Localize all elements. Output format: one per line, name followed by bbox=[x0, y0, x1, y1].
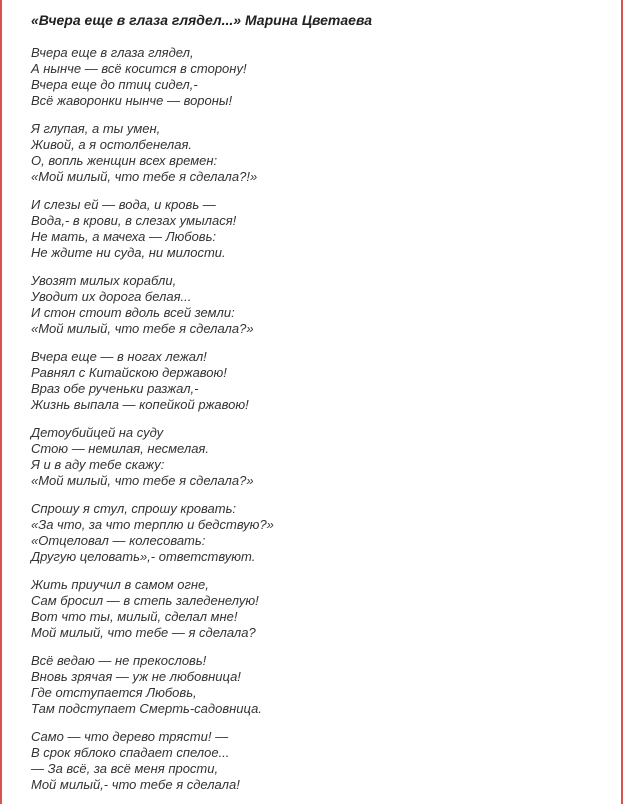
poem-stanza bbox=[31, 425, 601, 489]
poem-line: Спрошу я стул, спрошу кровать: bbox=[31, 501, 237, 516]
poem-stanza bbox=[31, 45, 601, 109]
poem-line: Увозят милых корабли, bbox=[31, 273, 177, 288]
poem-line: Враз обе рученьки разжал,- bbox=[31, 381, 199, 396]
poem-line: Я глупая, а ты умен, bbox=[31, 121, 161, 136]
poem-stanza bbox=[31, 577, 601, 641]
poem-line: Жить приучил в самом огне, bbox=[31, 577, 209, 592]
poem-line: Всё ведаю — не прекословь! bbox=[31, 653, 207, 668]
poem-line: Всё жаворонки нынче — вороны! bbox=[31, 93, 233, 108]
poem-container bbox=[31, 11, 601, 805]
poem-line: Мой милый,- что тебе я сделала! bbox=[31, 777, 240, 792]
poem-stanza bbox=[31, 273, 601, 337]
poem-line: Само — что дерево трясти! — bbox=[31, 729, 229, 744]
poem-line: Вчера еще до птиц сидел,- bbox=[31, 77, 198, 92]
poem-line: «Мой милый, что тебе я сделала?!» bbox=[31, 169, 258, 184]
poem-line: Стою — немилая, несмелая. bbox=[31, 441, 209, 456]
poem-line: Уводит их дорога белая... bbox=[31, 289, 192, 304]
poem-line: Равнял с Китайскою державою! bbox=[31, 365, 227, 380]
poem-line: Не ждите ни суда, ни милости. bbox=[31, 245, 226, 260]
poem-stanza bbox=[31, 349, 601, 413]
poem-line: Где отступается Любовь, bbox=[31, 685, 197, 700]
poem-line: Не мать, а мачеха — Любовь: bbox=[31, 229, 217, 244]
poem-stanza bbox=[31, 729, 601, 793]
poem-line: И слезы ей — вода, и кровь — bbox=[31, 197, 216, 212]
poem-line: Мой милый, что тебе — я сделала? bbox=[31, 625, 256, 640]
poem-line: «Мой милый, что тебе я сделала?» bbox=[31, 473, 254, 488]
poem-line: В срок яблоко спадает спелое... bbox=[31, 745, 230, 760]
poem-line: «За что, за что терплю и бедствую?» bbox=[31, 517, 274, 532]
poem-line: Детоубийцей на суду bbox=[31, 425, 164, 440]
poem-body bbox=[31, 45, 601, 793]
poem-line: Вот что ты, милый, сделал мне! bbox=[31, 609, 238, 624]
poem-line: Там подступает Смерть-садовница. bbox=[31, 701, 262, 716]
poem-line: — За всё, за всё меня прости, bbox=[31, 761, 219, 776]
poem-stanza bbox=[31, 501, 601, 565]
poem-line: Вода,- в крови, в слезах умылася! bbox=[31, 213, 237, 228]
poem-line: Жизнь выпала — копейкой ржавою! bbox=[31, 397, 249, 412]
poem-line: А нынче — всё косится в сторону! bbox=[31, 61, 247, 76]
poem-stanza bbox=[31, 197, 601, 261]
poem-line: «Мой милый, что тебе я сделала?» bbox=[31, 321, 254, 336]
poem-line: «Отцеловал — колесовать: bbox=[31, 533, 206, 548]
poem-stanza bbox=[31, 121, 601, 185]
poem-line: Сам бросил — в степь заледенелую! bbox=[31, 593, 259, 608]
poem-line: Вчера еще — в ногах лежал! bbox=[31, 349, 207, 364]
poem-line: Я и в аду тебе скажу: bbox=[31, 457, 165, 472]
poem-line: И стон стоит вдоль всей земли: bbox=[31, 305, 235, 320]
poem-line: Живой, а я остолбенелая. bbox=[31, 137, 193, 152]
poem-line: Другую целовать»,- ответствуют. bbox=[31, 549, 256, 564]
poem-line: О, вопль женщин всех времен: bbox=[31, 153, 218, 168]
poem-title: «Вчера еще в глаза глядел...» Марина Цветаева bbox=[31, 12, 372, 28]
poem-line: Вчера еще в глаза глядел, bbox=[31, 45, 194, 60]
poem-stanza bbox=[31, 653, 601, 717]
poem-line: Вновь зрячая — уж не любовница! bbox=[31, 669, 241, 684]
